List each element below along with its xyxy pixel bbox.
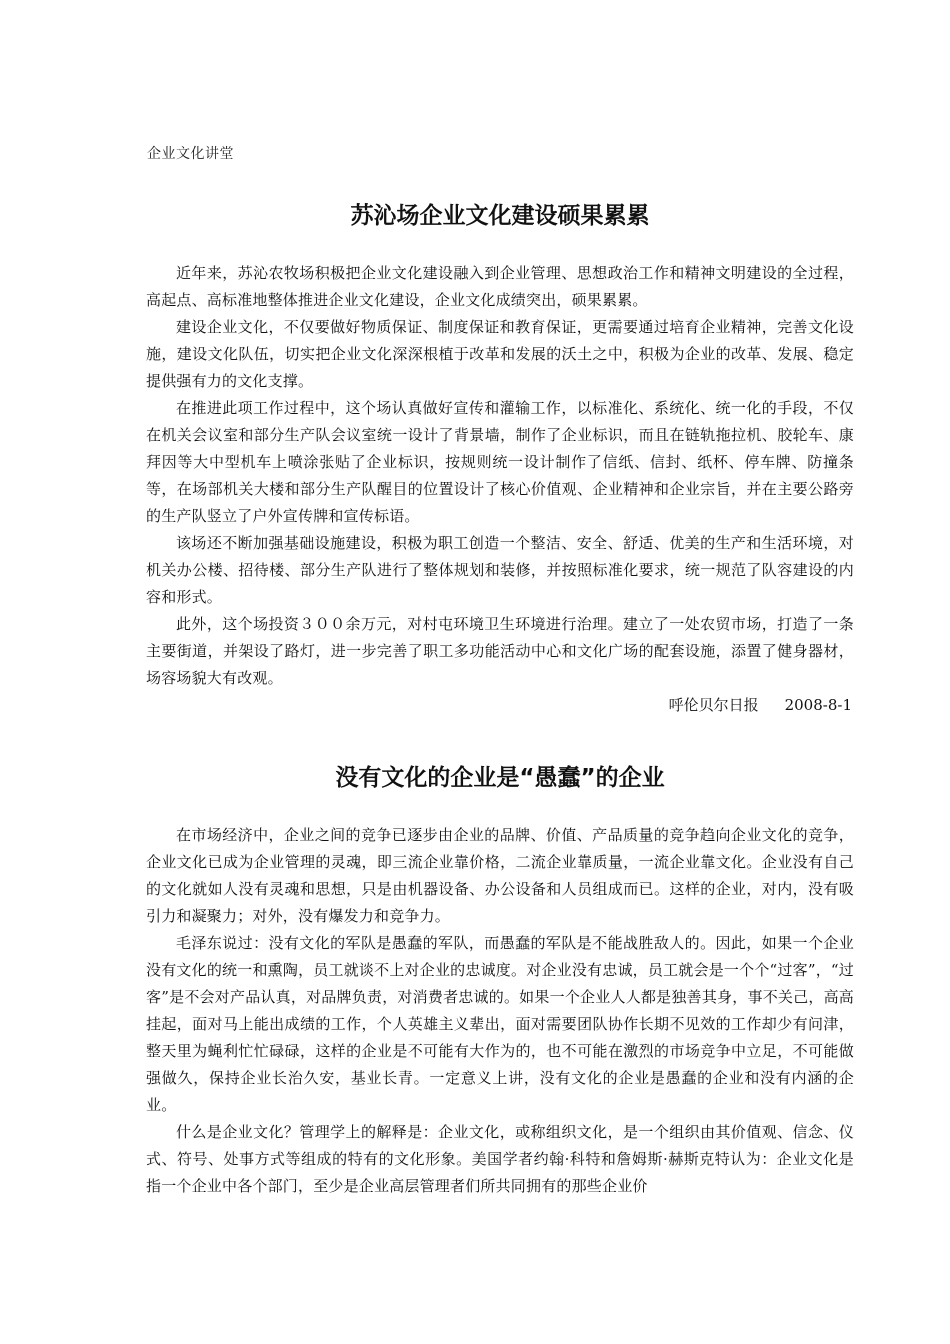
article-2-paragraph-3: 什么是企业文化？管理学上的解释是：企业文化，或称组织文化，是一个组织由其价值观、信念、仪式、符号、处事方式等组成的特有的文化形象。美国学者约翰·科特和詹姆斯·赫斯克特认为：企业文化是指一个企业中各个部门，至少是企业高层管理者们所共同拥有的那些企业价	[146, 1123, 854, 1195]
article-1-paragraph-5: 此外，这个场投资３００余万元，对村屯环境卫生环境进行治理。建立了一处农贸市场，打造了一条主要街道，并架设了路灯，进一步完善了职工多功能活动中心和文化广场的配套设施，添置了健身器材，场容场貌大有改观。	[146, 615, 854, 687]
source-date: 2008-8-1	[784, 696, 852, 714]
source-publication: 呼伦贝尔日报	[668, 696, 759, 714]
article-2-paragraph-2: 毛泽东说过：没有文化的军队是愚蠢的军队，而愚蠢的军队是不能战胜敌人的。因此，如果一个企业没有文化的统一和熏陶，员工就谈不上对企业的忠诚度。对企业没有忠诚，员工就会是一个个“过客”，“过客”是不会对产品认真，对品牌负责，对消费者忠诚的。如果一个企业人人都是独善其身，事不关己，高高挂起，面对马上能出成绩的工作，个人英雄主义辈出，面对需要团队协作长期不见效的工作却少有问津，整天里为蝇利忙忙碌碌，这样的企业是不可能有大作为的，也不可能在激烈的市场竞争中立足，不可能做强做久，保持企业长治久安，基业长青。一定意义上讲，没有文化的企业是愚蠢的企业和没有内涵的企业。	[146, 934, 854, 1114]
article-1-title: 苏沁场企业文化建设硕果累累	[350, 203, 650, 229]
article-1-paragraph-1: 近年来，苏沁农牧场积极把企业文化建设融入到企业管理、思想政治工作和精神文明建设的全过程，高起点、高标准地整体推进企业文化建设，企业文化成绩突出，硕果累累。	[146, 264, 854, 309]
article-1-paragraph-3: 在推进此项工作过程中，这个场认真做好宣传和灌输工作，以标准化、系统化、统一化的手段，不仅在机关会议室和部分生产队会议室统一设计了背景墙，制作了企业标识，而且在链轨拖拉机、胶轮车、康拜因等大中型机车上喷涂张贴了企业标识，按规则统一设计制作了信纸、信封、纸杯、停车牌、防撞条等，在场部机关大楼和部分生产队醒目的位置设计了核心价值观、企业精神和企业宗旨，并在主要公路旁的生产队竖立了户外宣传牌和宣传标语。	[146, 399, 854, 525]
article-2	[146, 758, 854, 1200]
article-1-paragraph-4: 该场还不断加强基础设施建设，积极为职工创造一个整洁、安全、舒适、优美的生产和生活环境，对机关办公楼、招待楼、部分生产队进行了整体规划和装修，并按照标准化要求，统一规范了队容建设的内容和形式。	[146, 534, 854, 606]
article-1-source	[146, 692, 854, 719]
article-2-title: 没有文化的企业是“愚蠢”的企业	[335, 765, 665, 791]
article-1	[146, 196, 854, 719]
article-1-paragraph-2: 建设企业文化，不仅要做好物质保证、制度保证和教育保证，更需要通过培育企业精神，完善文化设施，建设文化队伍，切实把企业文化深深根植于改革和发展的沃土之中，积极为企业的改革、发展、稳定提供强有力的文化支撑。	[146, 318, 854, 390]
column-label: 企业文化讲堂	[147, 146, 234, 162]
article-2-paragraph-1: 在市场经济中，企业之间的竞争已逐步由企业的品牌、价值、产品质量的竞争趋向企业文化的竞争，企业文化已成为企业管理的灵魂，即三流企业靠价格，二流企业靠质量，一流企业靠文化。企业没有自己的文化就如人没有灵魂和思想，只是由机器设备、办公设备和人员组成而已。这样的企业，对内，没有吸引力和凝聚力；对外，没有爆发力和竞争力。	[146, 826, 854, 925]
